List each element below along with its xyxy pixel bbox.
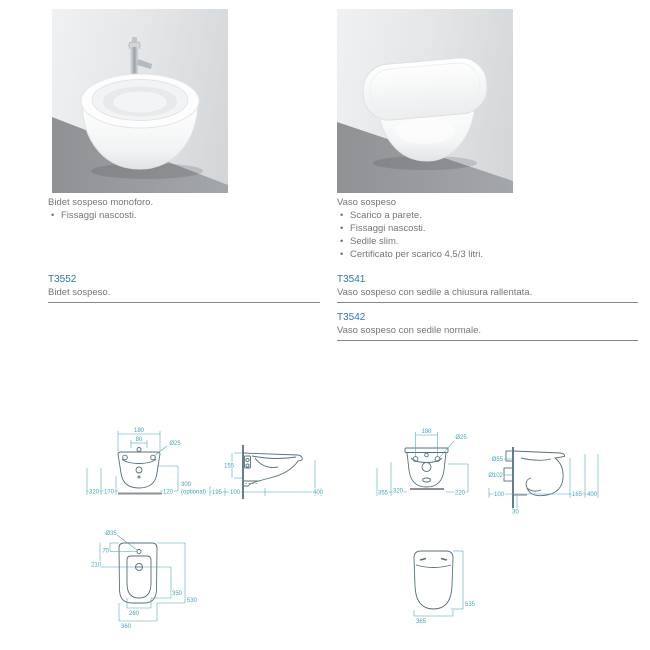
bidet-outline [119,543,157,603]
product-name: Vaso sospeso con sedile normale. [337,325,481,336]
dim-label: Ø25 [455,435,467,441]
wc-feature: • Fissaggi nascosti. [337,222,638,235]
bidet-side-view-drawing [208,443,326,505]
dim-label: 350 [172,591,183,597]
toilet-photo [337,9,513,193]
dim-label: 400 [312,490,324,496]
bidet-outline [243,453,302,486]
toilet-photo-art [337,9,513,193]
dim-label: Ø25 [169,441,181,447]
dim-label: 180 [421,429,432,435]
bidet-photo [52,9,228,193]
wc-feature-list [337,209,638,261]
bidet-feature: • Fissaggi nascosti. [48,209,320,222]
dim-label: 180 [133,428,145,434]
seat-outline [414,551,453,609]
wc-side-view-drawing [487,438,602,518]
dim-label: Ø102 [488,473,503,479]
bidet-photo-art [52,9,228,193]
dimension-lines [414,551,463,616]
dim-label: 360 [120,624,132,630]
wc-feature: • Certificato per scarico 4,5/3 litri. [337,248,638,261]
bidet-top-view-drawing [85,418,215,500]
dim-label: 120 [162,489,174,496]
dim-label: 300 [181,482,192,488]
variant-row [337,274,638,303]
dim-label: 80 [135,437,143,443]
dim-label: 100 [493,492,505,498]
product-code: T3542 [337,312,366,323]
wc-feature: • Sedile slim. [337,235,638,248]
wc-outline [405,448,448,487]
dim-label: 165 [571,492,583,498]
variant-row [48,274,320,303]
dim-label: 365 [416,619,427,625]
dimension-lines [210,453,321,496]
dim-label: 530 [187,598,198,604]
bidet-render [81,37,199,169]
seat-plan-view-drawing [405,528,485,628]
product-code: T3541 [337,274,366,285]
wc-feature: • Scarico a parete. [337,209,638,222]
dim-label: 320 [392,488,404,495]
dimension-lines [100,535,185,621]
bidet-description-block [48,196,320,222]
bidet-plan-view-drawing [88,524,203,630]
dim-label: Ø55 [491,457,503,463]
dim-label: 155 [223,463,235,470]
dim-label: 320 [88,489,100,496]
dim-label: (optional) [181,489,207,496]
wc-top-view-drawing [375,418,475,498]
bidet-description: Bidet sospeso monoforo. [48,197,154,208]
wc-variants [337,274,638,350]
bidet-outline [118,448,160,489]
dim-label: 260 [128,611,140,617]
dim-label: 220 [454,490,466,497]
dim-label: 355 [377,490,389,497]
dim-label: 100 [229,490,241,496]
product-name: Vaso sospeso con sedile a chiusura rallentata. [337,287,533,298]
dim-label: 195 [211,490,223,496]
dim-label: 535 [465,602,476,608]
dim-label: 400 [586,492,598,498]
variant-row [337,312,638,341]
dim-label: 30 [512,509,519,516]
dim-label: 170 [103,489,115,496]
product-code: T3552 [48,274,77,285]
dim-label: 70 [102,548,109,555]
dim-label: Ø35 [105,531,117,537]
bidet-variants [48,274,320,312]
wc-description-block [337,196,638,261]
product-name: Bidet sospeso. [48,287,111,298]
bidet-feature-list [48,209,320,222]
dim-label: 210 [90,562,101,569]
wc-description: Vaso sospeso [337,197,396,208]
